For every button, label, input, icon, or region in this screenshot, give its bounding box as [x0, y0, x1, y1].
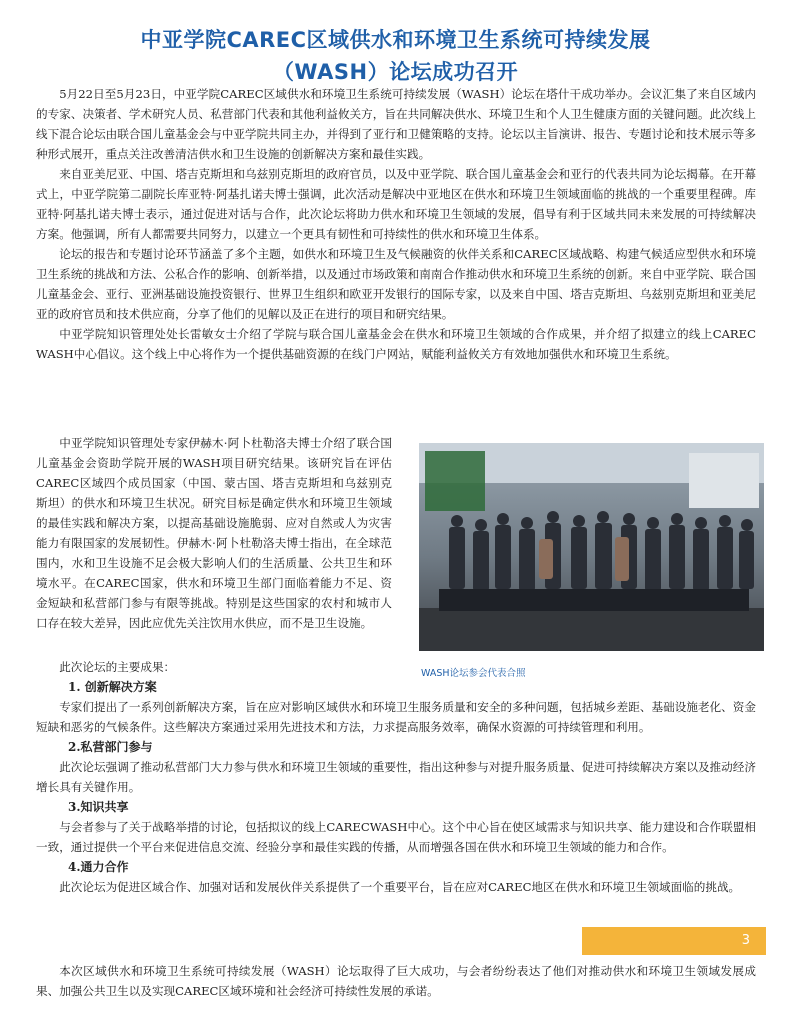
paragraph-research: 中亚学院知识管理处专家伊赫木·阿卜杜勒洛夫博士介绍了联合国儿童基金会资助学院开展的WASH项目研究结果。该研究旨在评估CAREC区域四个成员国家（中国、蒙古国、塔吉克斯坦和乌兹别克斯坦）的供水和环境卫生状况。研究目标是确定供水和环境卫生领域的最佳实践和解决方案，以提高基础设施脆弱、应对自然或人为灾害能力有限国家的发展韧性。伊赫木·阿卜杜勒洛夫博士指出，在全球范围内，水和卫生设施不足会极大影响人们的生活质量、公共卫生和环境水平。在CAREC国家，供水和环境卫生部门面临着能力不足、资金短缺和私营部门参与有限等挑战。特别是这些国家的农村和城市人口存在较大差异，因此应优先关注饮用水供应，而不是卫生设施。: [36, 436, 392, 630]
paragraph-private-sector: 此次论坛强调了推动私营部门大力参与供水和环境卫生领域的重要性，指出这种参与对提升服务质量、促进可持续解决方案以及推动经济增长具有关键作用。: [36, 760, 756, 794]
heading-innovation: 1. 创新解决方案: [68, 680, 157, 694]
paragraph-cooperation: 此次论坛为促进区域合作、加强对话和发展伙伴关系提供了一个重要平台，旨在应对CAREC地区在供水和环境卫生领域面临的挑战。: [59, 880, 741, 894]
paragraph-outcomes-intro: 此次论坛的主要成果：: [59, 660, 176, 674]
paragraph-knowledge-sharing: 与会者参与了关于战略举措的讨论，包括拟议的线上CARECWASH中心。这个中心旨在使区域需求与知识共享、能力建设和合作联盟相一致，通过提供一个平台来促进信息交流、经验分享和最佳实践的传播，从而增强各国在供水和环境卫生领域的能力和合作。: [36, 820, 756, 854]
group-photo: [419, 443, 764, 651]
article-title-line1: 中亚学院CAREC区域供水和环境卫生系统可持续发展: [140, 28, 651, 52]
article-title-line2: （WASH）论坛成功召开: [272, 60, 519, 84]
paragraph-innovation: 专家们提出了一系列创新解决方案，旨在应对影响区域供水和环境卫生服务质量和安全的多种问题，包括城乡差距、基础设施老化、资金短缺和恶劣的气候条件。这些解决方案通过采用先进技术和方法，力求提高服务效率，确保水资源的可持续管理和利用。: [36, 700, 756, 734]
page-number: 3: [741, 933, 750, 948]
heading-knowledge-sharing: 3.知识共享: [68, 800, 129, 814]
paragraph-conclusion: 本次区域供水和环境卫生系统可持续发展（WASH）论坛取得了巨大成功，与会者纷纷表达了他们对推动供水和环境卫生领域发展成果、加强公共卫生以及实现CAREC区域环境和社会经济可持续性发展的承诺。: [36, 964, 756, 998]
paragraph-wash-center: 中亚学院知识管理处处长雷敏女士介绍了学院与联合国儿童基金会在供水和环境卫生领域的合作成果，并介绍了拟建立的线上CAREC WASH中心倡议。这个线上中心将作为一个提供基础资源的在线门户网站，赋能利益攸关方有效地加强供水和环境卫生系统。: [36, 327, 756, 361]
photo-caption: WASH论坛参会代表合照: [421, 668, 526, 679]
heading-private-sector: 2.私营部门参与: [68, 740, 153, 754]
group-photo-image: [419, 443, 764, 651]
paragraph-intro: 5月22日至5月23日，中亚学院CAREC区域供水和环境卫生系统可持续发展（WASH）论坛在塔什干成功举办。会议汇集了来自区域内的专家、决策者、学术研究人员、私营部门代表和其他利益攸关方，旨在共同解决供水、环境卫生和个人卫生健康方面的关键问题。此次线上线下混合论坛由联合国儿童基金会与中亚学院共同主办，并得到了亚行和卫健策略的支持。论坛以主旨演讲、报告、专题讨论和技术展示等多种形式展开，重点关注改善清洁供水和卫生设施的创新解决方案和最佳实践。: [36, 87, 756, 161]
page-number-bar: [582, 927, 766, 955]
article-body-closing: [36, 961, 756, 1001]
paragraph-topics: 论坛的报告和专题讨论环节涵盖了多个主题，如供水和环境卫生及气候融资的伙伴关系和CAREC区域战略、构建气候适应型供水和环境卫生系统的挑战和方法、公私合作的影响、创新举措，以及通过市场政策和南南合作推动供水和环境卫生系统的创新。来自中亚学院、联合国儿童基金会、亚行、亚洲基础设施投资银行、世界卫生组织和欧亚开发银行的国际专家，以及来自中国、塔吉克斯坦、乌兹别克斯坦和亚美尼亚的政府官员和技术供应商，分享了他们的见解以及正在进行的项目和研究结果。: [36, 247, 756, 321]
article-body-bottom: [36, 657, 756, 897]
heading-cooperation: 4.通力合作: [68, 860, 129, 874]
article-body-top: [36, 84, 756, 364]
paragraph-opening: 来自亚美尼亚、中国、塔吉克斯坦和乌兹别克斯坦的政府官员，以及中亚学院、联合国儿童基金会和亚行的代表共同为论坛揭幕。在开幕式上，中亚学院第二副院长库亚特·阿基扎诺夫博士强调，此次活动是解决中亚地区在供水和环境卫生领域面临的挑战的一个重要里程碑。库亚特·阿基扎诺夫博士表示，通过促进对话与合作，此次论坛将助力供水和环境卫生领域的发展，倡导有利于区域共同未来发展的可持续解决方案。他强调，所有人都需要共同努力，以建立一个更具有韧性和可持续性的供水和环境卫生体系。: [36, 167, 756, 241]
article-body-wrap: [36, 433, 392, 633]
